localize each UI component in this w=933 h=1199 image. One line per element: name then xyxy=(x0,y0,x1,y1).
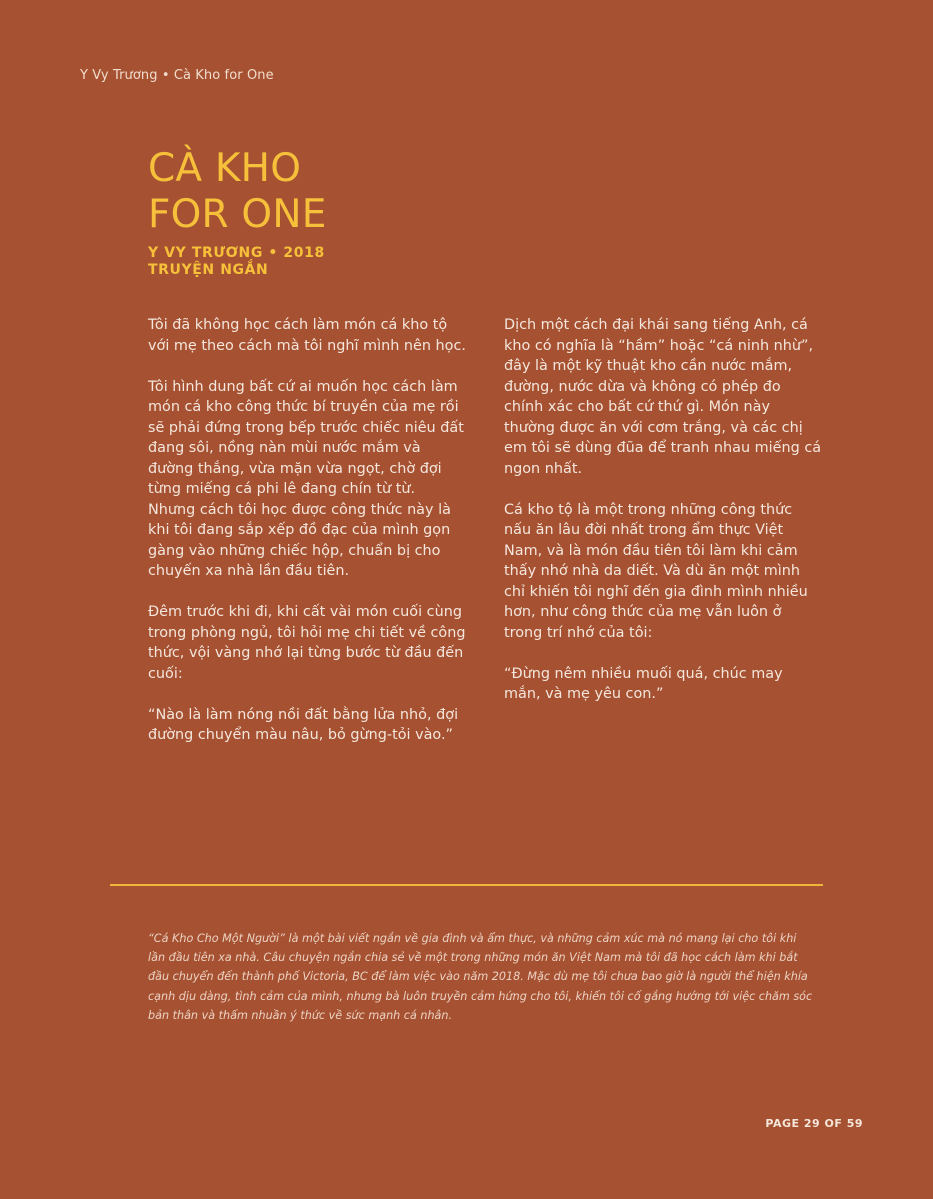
article-title-line-1: CÀ KHO xyxy=(148,146,302,191)
section-divider xyxy=(110,884,823,886)
body-paragraph: “Đừng nêm nhiều muối quá, chúc may mắn, và mẹ yêu con.” xyxy=(504,665,783,702)
body-paragraph: Dịch một cách đại khái sang tiếng Anh, cá kho có nghĩa là “hầm” hoặc “cá ninh nhừ”, đây là một kỹ thuật kho cần nước mắm, đường, nước dừa và không có phép đo chính xác cho bất cứ thứ gì. Món này thường được ăn với cơm trắng, và các chị em tôi sẽ dùng đũa để tranh nhau miếng cá ngon nhất. xyxy=(504,317,822,477)
body-paragraph: Cá kho tộ là một trong những công thức nấu ăn lâu đời nhất trong ẩm thực Việt Nam, và là món đầu tiên tôi làm khi cảm thấy nhớ nhà da diết. Và dù ăn một mình chỉ khiến tôi nghĩ đến gia đình mình nhiều hơn, như công thức của mẹ vẫn luôn ở trong trí nhớ của tôi: xyxy=(504,501,808,641)
body-paragraph: Tôi đã không học cách làm món cá kho tộ với mẹ theo cách mà tôi nghĩ mình nên học. xyxy=(148,317,466,354)
body-column-left xyxy=(148,315,466,766)
body-paragraph: Đêm trước khi đi, khi cất vài món cuối cùng trong phòng ngủ, tôi hỏi mẹ chi tiết về công thức, vội vàng nhớ lại từng bước từ đầu đến cuối: xyxy=(148,604,466,682)
article-meta xyxy=(148,245,325,279)
article-byline: Y VY TRƯƠNG • 2018 xyxy=(148,245,325,261)
article-title xyxy=(148,146,668,238)
article-title-line-2: FOR ONE xyxy=(148,192,327,237)
body-column-right xyxy=(504,315,822,725)
body-paragraph: Tôi hình dung bất cứ ai muốn học cách làm món cá kho công thức bí truyền của mẹ rồi sẽ phải đứng trong bếp trước chiếc niêu đất đang sôi, nồng nàn mùi nước mắm và đường thắng, vừa mặn vừa ngọt, chờ đợi từng miếng cá phi lê đang chín từ từ. Nhưng cách tôi học được công thức này là khi tôi đang sắp xếp đồ đạc của mình gọn gàng vào những chiếc hộp, chuẩn bị cho chuyến xa nhà lần đầu tiên. xyxy=(148,378,464,579)
body-paragraph: “Nào là làm nóng nồi đất bằng lửa nhỏ, đợi đường chuyển màu nâu, bỏ gừng-tỏi vào.” xyxy=(148,706,459,743)
footnote-text: “Cá Kho Cho Một Người” là một bài viết ngắn về gia đình và ẩm thực, và những cảm xúc mà nó mang lại cho tôi khi lần đầu tiên xa nhà. Câu chuyện ngắn chia sẻ về một trong những món ăn Việt Nam mà tôi đã học cách làm khi bắt đầu chuyển đến thành phố Victoria, BC để làm việc vào năm 2018. Mặc dù mẹ tôi chưa bao giờ là người thể hiện khía cạnh dịu dàng, tình cảm của mình, nhưng bà luôn truyền cảm hứng cho tôi, khiến tôi cố gắng hướng tới việc chăm sóc bản thân và thấm nhuần ý thức về sức mạnh cá nhân. xyxy=(148,932,813,1022)
running-header: Y Vy Trương • Cà Kho for One xyxy=(80,68,274,83)
page-number: PAGE 29 OF 59 xyxy=(765,1117,863,1130)
article-genre: TRUYỆN NGẮN xyxy=(148,262,269,278)
